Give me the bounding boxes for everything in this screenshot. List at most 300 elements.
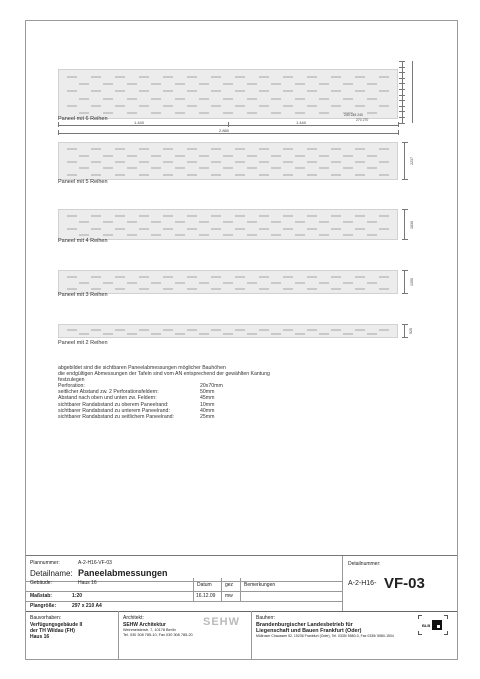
perforation — [115, 288, 125, 290]
panel-height-dimension — [404, 324, 413, 338]
perforation — [283, 161, 293, 163]
perforation — [163, 76, 173, 78]
spec-key: seitlicher Abstand zw. 2 Perforationsfeldern: — [58, 389, 159, 396]
perforation — [283, 228, 293, 230]
perforation — [139, 215, 149, 217]
perforation — [307, 288, 317, 290]
perforation — [79, 112, 89, 114]
perforation — [223, 98, 233, 100]
perforation — [79, 234, 89, 236]
perforation — [235, 215, 245, 217]
perforation — [67, 276, 77, 278]
perforation — [139, 161, 149, 163]
perforation — [283, 105, 293, 107]
perforation — [115, 148, 125, 150]
perforation — [103, 155, 113, 157]
perforation — [163, 288, 173, 290]
panel-height-dimension — [404, 142, 414, 180]
perforation — [163, 329, 173, 331]
perforation — [355, 276, 365, 278]
perforation — [283, 90, 293, 92]
perforation — [91, 174, 101, 176]
perforation — [151, 98, 161, 100]
perforation — [331, 329, 341, 331]
perforation — [271, 234, 281, 236]
notes-intro-1: abgebildet sind die sichtbaren Paneelabmessungen möglicher Bauhöhen — [58, 365, 226, 371]
panel-height-dimension — [404, 270, 414, 294]
perforation — [307, 228, 317, 230]
perforation — [355, 228, 365, 230]
perforation — [355, 148, 365, 150]
perforation — [67, 288, 77, 290]
bauvorhaben-line-3: Haus 16 — [30, 634, 50, 640]
spec-value: 50mm — [200, 389, 215, 396]
detailnummer-label: Detailnummer: — [348, 561, 381, 567]
bauherr-line-1: Brandenburgischer Landesbetrieb für — [256, 622, 353, 628]
perforation — [187, 105, 197, 107]
perforation — [271, 98, 281, 100]
perforation — [319, 333, 329, 335]
perforation — [103, 234, 113, 236]
perforation — [115, 105, 125, 107]
title-block — [26, 555, 457, 660]
perforation — [151, 167, 161, 169]
spec-key: Abstand nach oben und unten zw. Feldern: — [58, 395, 157, 402]
perforation — [199, 83, 209, 85]
perforation — [151, 234, 161, 236]
drawing-sheet — [25, 20, 458, 660]
perforation — [175, 234, 185, 236]
perforation — [115, 90, 125, 92]
perforation — [367, 112, 377, 114]
perforation — [67, 329, 77, 331]
perforation — [127, 98, 137, 100]
perforation — [355, 105, 365, 107]
perforation — [367, 98, 377, 100]
perforation — [151, 221, 161, 223]
perforation — [235, 148, 245, 150]
perforation — [223, 282, 233, 284]
perforation — [211, 105, 221, 107]
perforation — [283, 276, 293, 278]
perforation — [283, 329, 293, 331]
spec-value: 10mm — [200, 401, 215, 408]
perforation — [235, 90, 245, 92]
perforation — [175, 155, 185, 157]
perforation — [283, 215, 293, 217]
perforation — [355, 161, 365, 163]
perforation — [235, 228, 245, 230]
perforation — [295, 112, 305, 114]
perforation — [103, 282, 113, 284]
stack-tick — [399, 106, 405, 107]
detailnummer-main: VF-03 — [384, 575, 425, 592]
panel-height-value: 1350 — [410, 278, 414, 286]
panel-label: Paneel mit 2 Reihen — [58, 340, 108, 346]
perforation — [199, 221, 209, 223]
bauherr-label: Bauherr: — [256, 615, 276, 621]
perforation — [175, 167, 185, 169]
gebaeude-label: Gebäude: — [30, 580, 52, 586]
perforation — [379, 90, 389, 92]
perforation — [175, 333, 185, 335]
perforation — [307, 90, 317, 92]
perforation — [379, 276, 389, 278]
spec-value: 25mm — [200, 413, 215, 420]
perforation — [343, 155, 353, 157]
perforation — [139, 228, 149, 230]
perforation — [91, 105, 101, 107]
perforation — [307, 148, 317, 150]
perforation — [331, 90, 341, 92]
architekt-address-2: Tel. 030 308 785-10, Fax 030 308 785-20 — [123, 633, 193, 637]
bauvorhaben-label: Bauvorhaben: — [30, 615, 62, 621]
perforation — [163, 161, 173, 163]
perforation — [259, 105, 269, 107]
stack-tick — [399, 61, 405, 62]
perforation — [199, 282, 209, 284]
architekt-address-1: Weinmeisterstr. 7, 10178 Berlin — [123, 628, 176, 632]
perforation — [331, 105, 341, 107]
perforation — [343, 234, 353, 236]
perforation — [379, 76, 389, 78]
perforation — [211, 174, 221, 176]
perforation — [259, 148, 269, 150]
panel-height-value: 925 — [409, 328, 413, 334]
dimension-line-total — [58, 133, 398, 134]
plannummer-value: A-2-H16-VF-03 — [78, 560, 112, 566]
perforation — [379, 148, 389, 150]
perforation — [247, 282, 257, 284]
perforation — [103, 221, 113, 223]
perforation — [127, 333, 137, 335]
plangroesse-value: 297 x 210 A4 — [72, 603, 102, 609]
perforation — [187, 161, 197, 163]
perforation — [79, 221, 89, 223]
architekt-name: SEHW Architektur — [123, 622, 166, 628]
stack-tick — [399, 117, 405, 118]
perforation — [367, 333, 377, 335]
perforation — [319, 167, 329, 169]
perforation — [199, 234, 209, 236]
perforation — [79, 282, 89, 284]
perforation — [259, 276, 269, 278]
perforation — [319, 112, 329, 114]
perforation — [331, 174, 341, 176]
perforation — [343, 167, 353, 169]
perforation — [79, 83, 89, 85]
perforation — [211, 276, 221, 278]
perforation — [367, 83, 377, 85]
spec-value: 20x70mm — [200, 383, 223, 390]
perforation — [367, 282, 377, 284]
perforation — [343, 98, 353, 100]
spec-key: sichtbarer Randabstand zu seitlichem Paneelrand: — [58, 413, 174, 420]
dimension-small-right: 240 245 240 — [344, 113, 363, 117]
panel-3 — [58, 209, 398, 240]
perforation — [307, 105, 317, 107]
perforation — [307, 161, 317, 163]
perforation — [223, 83, 233, 85]
perforation — [139, 174, 149, 176]
panel-label: Paneel mit 4 Reihen — [58, 238, 108, 244]
perforation — [379, 228, 389, 230]
dimension-tick — [58, 122, 59, 127]
perforation — [235, 105, 245, 107]
perforation — [139, 288, 149, 290]
perforation — [211, 90, 221, 92]
perforation — [187, 329, 197, 331]
stack-tick — [399, 111, 405, 112]
perforation — [331, 161, 341, 163]
perforation — [115, 329, 125, 331]
perforation — [211, 228, 221, 230]
perforation — [247, 221, 257, 223]
perforation — [103, 83, 113, 85]
perforation — [127, 167, 137, 169]
perforation — [67, 174, 77, 176]
panel-2 — [58, 142, 398, 180]
perforation — [319, 83, 329, 85]
perforation — [91, 276, 101, 278]
perforation — [187, 276, 197, 278]
perforation — [319, 234, 329, 236]
perforation — [163, 174, 173, 176]
notes-intro-3: festzulegen — [58, 377, 85, 384]
perforation — [331, 276, 341, 278]
perforation — [151, 333, 161, 335]
perforation — [91, 90, 101, 92]
spec-key: Perforation: — [58, 383, 85, 390]
panel-height-dimension — [404, 209, 414, 240]
stack-tick — [399, 123, 405, 124]
perforation — [319, 221, 329, 223]
perforation — [67, 228, 77, 230]
panel-5 — [58, 324, 398, 338]
perforation — [235, 174, 245, 176]
perforation — [331, 76, 341, 78]
perforation — [295, 282, 305, 284]
perforation — [247, 98, 257, 100]
perforation — [163, 228, 173, 230]
stack-tick — [399, 83, 405, 84]
perforation — [247, 155, 257, 157]
perforation — [223, 155, 233, 157]
dimension-tick — [398, 130, 399, 135]
stack-tick — [399, 100, 405, 101]
perforation — [367, 167, 377, 169]
perforation — [223, 234, 233, 236]
perforation — [139, 90, 149, 92]
plannummer-label: Plannummer: — [30, 560, 60, 566]
notes-block — [58, 365, 270, 420]
perforation — [379, 329, 389, 331]
perforation — [283, 148, 293, 150]
perforation — [115, 161, 125, 163]
perforation — [211, 329, 221, 331]
perforation — [187, 174, 197, 176]
perforation — [67, 215, 77, 217]
perforation — [331, 215, 341, 217]
perforation — [115, 215, 125, 217]
detailnummer-prefix: A-2-H16- — [348, 580, 377, 587]
perforation — [379, 161, 389, 163]
perforation — [343, 282, 353, 284]
bauherr-logo — [418, 615, 448, 635]
perforation — [211, 161, 221, 163]
perforation — [247, 167, 257, 169]
perforation — [103, 167, 113, 169]
perforation — [235, 76, 245, 78]
stack-tick — [399, 89, 405, 90]
perforation — [247, 234, 257, 236]
perforation — [343, 221, 353, 223]
panel-label: Paneel mit 6 Reihen — [58, 116, 108, 122]
perforation — [163, 105, 173, 107]
perforation — [283, 288, 293, 290]
perforation — [259, 90, 269, 92]
perforation — [271, 112, 281, 114]
perforation — [259, 161, 269, 163]
detailname-label: Detailname: — [30, 569, 73, 578]
perforation — [295, 155, 305, 157]
perforation — [259, 288, 269, 290]
plangroesse-label: Plangröße: — [30, 603, 57, 609]
perforation — [91, 288, 101, 290]
perforation — [199, 167, 209, 169]
gebaeude-value: Haus 16 — [78, 580, 97, 586]
perforation — [355, 76, 365, 78]
perforation — [379, 288, 389, 290]
perforation — [355, 329, 365, 331]
perforation — [295, 83, 305, 85]
bauherr-line-2: Liegenschaft und Bauen Frankfurt (Oder) — [256, 628, 362, 634]
perforation — [187, 148, 197, 150]
perforation — [127, 112, 137, 114]
perforation — [343, 333, 353, 335]
bauherr-line-3: Müllroser Chaussee 52, 15236 Frankfurt (Oder), Tel. 0335/ 5580-0, Fax 0335/ 5580-1504 — [256, 634, 394, 638]
perforation — [259, 329, 269, 331]
panel-height-value: 1830 — [410, 220, 414, 229]
dimension-total: 2.880 — [219, 128, 230, 133]
perforation — [67, 90, 77, 92]
perforation — [223, 333, 233, 335]
perforation — [187, 215, 197, 217]
panel-height-value: 2237 — [410, 157, 414, 165]
datum-label: Datum — [197, 582, 212, 588]
perforation — [139, 329, 149, 331]
perforation — [91, 329, 101, 331]
perforation — [115, 276, 125, 278]
perforation — [283, 174, 293, 176]
perforation — [103, 98, 113, 100]
spec-value: 45mm — [200, 395, 215, 402]
perforation — [331, 148, 341, 150]
perforation — [91, 148, 101, 150]
perforation — [235, 161, 245, 163]
notes-intro-2: die endgültigen Abmessungen der Tafeln sind vom AN entsprechend der gewählten Kantung — [58, 371, 270, 378]
perforation — [295, 234, 305, 236]
perforation — [271, 282, 281, 284]
perforation — [175, 112, 185, 114]
perforation — [79, 155, 89, 157]
perforation — [271, 155, 281, 157]
perforation — [307, 174, 317, 176]
perforation — [247, 83, 257, 85]
perforation — [199, 333, 209, 335]
perforation — [223, 112, 233, 114]
perforation — [223, 167, 233, 169]
massstab-value: 1:20 — [72, 593, 83, 599]
bauvorhaben-line-1: Verfügungsgebäude II — [30, 622, 83, 628]
perforation — [319, 98, 329, 100]
gez-value: mw — [225, 593, 233, 599]
panel-4 — [58, 270, 398, 294]
perforation — [211, 288, 221, 290]
stack-tick — [399, 78, 405, 79]
gez-label: gez — [225, 582, 234, 588]
perforation — [379, 105, 389, 107]
perforation — [235, 276, 245, 278]
spec-key: sichtbarer Randabstand zu oberem Paneelrand: — [58, 401, 169, 408]
perforation — [127, 83, 137, 85]
stack-tick — [399, 67, 405, 68]
bemerkungen-label: Bemerkungen — [244, 582, 276, 588]
datum-value: 16.12.09 — [196, 593, 216, 599]
perforation — [91, 76, 101, 78]
perforation — [211, 215, 221, 217]
perforation — [175, 221, 185, 223]
perforation — [379, 174, 389, 176]
stack-line — [402, 61, 403, 123]
perforation — [307, 329, 317, 331]
massstab-label: Maßstab: — [30, 593, 52, 599]
perforation — [211, 148, 221, 150]
perforation — [319, 155, 329, 157]
perforation — [79, 167, 89, 169]
perforation — [139, 276, 149, 278]
perforation — [355, 90, 365, 92]
perforation — [139, 105, 149, 107]
perforation — [103, 333, 113, 335]
spec-value: 40mm — [200, 407, 215, 414]
perforation — [379, 215, 389, 217]
perforation — [175, 83, 185, 85]
perforation — [175, 282, 185, 284]
perforation — [187, 76, 197, 78]
perforation — [199, 98, 209, 100]
perforation — [271, 221, 281, 223]
perforation — [235, 288, 245, 290]
perforation — [247, 112, 257, 114]
perforation — [91, 215, 101, 217]
perforation — [223, 221, 233, 223]
perforation — [355, 215, 365, 217]
perforation — [271, 167, 281, 169]
perforation — [259, 215, 269, 217]
perforation — [151, 112, 161, 114]
perforation — [127, 221, 137, 223]
perforation — [151, 155, 161, 157]
perforation — [151, 282, 161, 284]
bauherr-logo-text: BLB — [422, 623, 431, 628]
stack-tick — [399, 95, 405, 96]
perforation — [331, 228, 341, 230]
perforation — [367, 234, 377, 236]
dimension-left-half: 1.440 — [134, 120, 145, 125]
spec-row — [58, 414, 270, 420]
detailname-value: Paneelabmessungen — [78, 568, 168, 578]
